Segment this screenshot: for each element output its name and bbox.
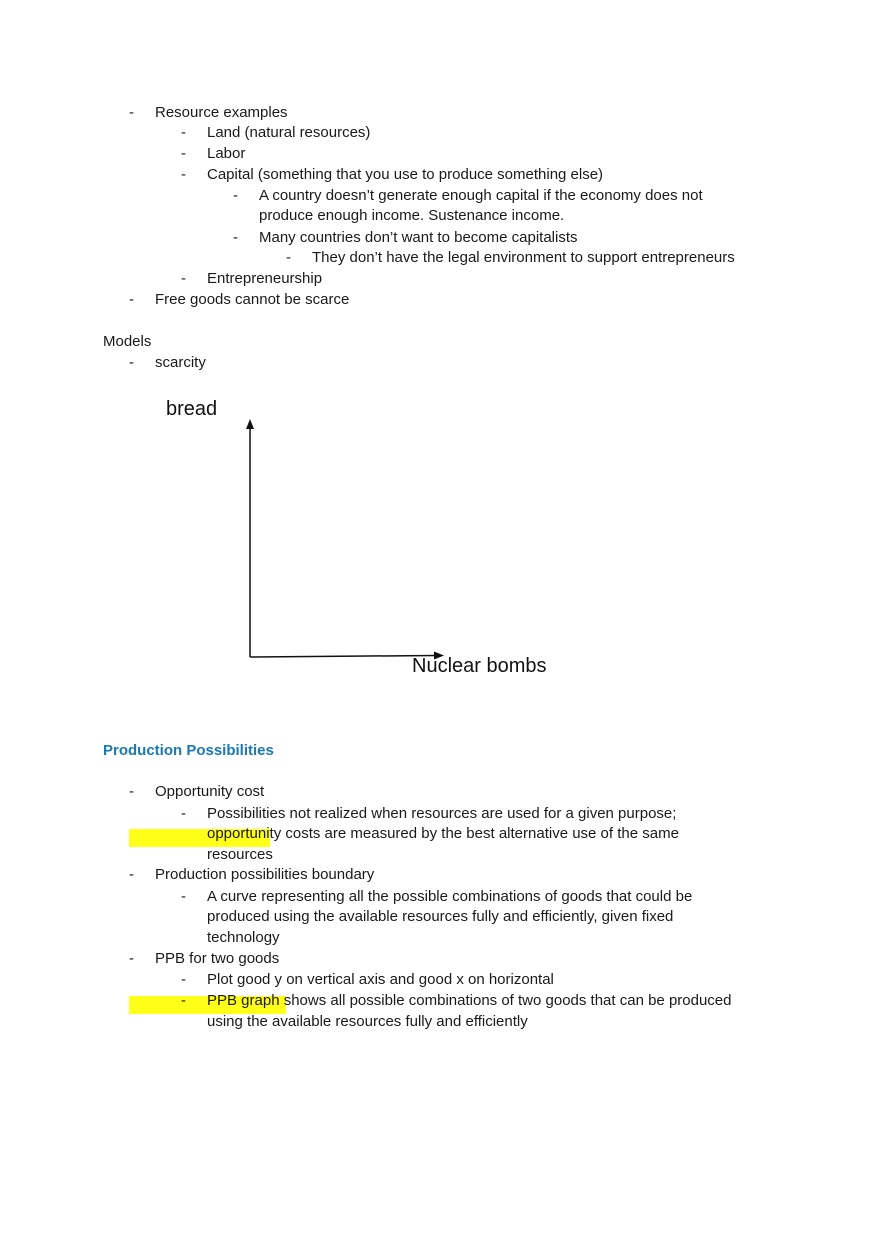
resource-capital: Capital (something that you use to produce something else) <box>207 166 604 183</box>
plot-axes-note: Plot good y on vertical axis and good x on horizontal <box>207 971 554 988</box>
bullet-dash: - <box>181 124 186 141</box>
opportunity-cost: Opportunity cost <box>155 783 265 800</box>
ppb-graph-note-cont: using the available resources fully and efficiently <box>207 1013 528 1030</box>
free-goods: Free goods cannot be scarce <box>155 291 350 308</box>
bullet-dash: - <box>181 805 186 822</box>
capital-note-1-cont: produce enough income. Sustenance income. <box>259 207 565 224</box>
opp-cost-definition-cont: opportunity costs are measured by the best alternative use of the same <box>207 825 679 842</box>
ppb-two-goods: PPB for two goods <box>155 950 280 967</box>
x-axis-label: Nuclear bombs <box>412 655 547 677</box>
y-axis-label: bread <box>166 398 218 420</box>
capital-note-2-sub: They don’t have the legal environment to support entrepreneurs <box>312 249 735 266</box>
bullet-dash: - <box>181 992 186 1009</box>
opp-cost-definition-end: resources <box>207 846 273 863</box>
bullet-dash: - <box>129 291 134 308</box>
resource-labor: Labor <box>207 145 246 162</box>
resource-entrepreneurship: Entrepreneurship <box>207 270 323 287</box>
models-scarcity: scarcity <box>155 354 206 371</box>
resource-examples: Resource examples <box>155 104 288 121</box>
bullet-dash: - <box>233 229 238 246</box>
bullet-dash: - <box>129 354 134 371</box>
section-heading: Production Possibilities <box>103 742 274 759</box>
capital-note-1: A country doesn’t generate enough capital if the economy does not <box>259 187 703 204</box>
bullet-dash: - <box>181 888 186 905</box>
bullet-dash: - <box>181 971 186 988</box>
ppb-graph-note: PPB graph shows all possible combinations of two goods that can be produced <box>207 992 732 1009</box>
bullet-dash: - <box>286 249 291 266</box>
x-axis-line <box>250 656 436 658</box>
bullet-dash: - <box>233 187 238 204</box>
models-title: Models <box>103 333 152 350</box>
bullet-dash: - <box>129 950 134 967</box>
capital-note-2: Many countries don’t want to become capitalists <box>259 229 578 246</box>
bullet-dash: - <box>181 270 186 287</box>
resource-land: Land (natural resources) <box>207 124 371 141</box>
ppb-definition-cont: produced using the available resources fully and efficiently, given fixed <box>207 908 674 925</box>
ppb-definition: A curve representing all the possible combinations of goods that could be <box>207 888 693 905</box>
ppb-definition-end: technology <box>207 929 280 946</box>
opp-cost-definition: Possibilities not realized when resources are used for a given purpose; <box>207 805 677 822</box>
y-axis-arrowhead <box>246 419 254 429</box>
bullet-dash: - <box>129 104 134 121</box>
bullet-dash: - <box>129 783 134 800</box>
bullet-dash: - <box>129 866 134 883</box>
bullet-dash: - <box>181 166 186 183</box>
bullet-dash: - <box>181 145 186 162</box>
ppb-title: Production possibilities boundary <box>155 866 375 883</box>
